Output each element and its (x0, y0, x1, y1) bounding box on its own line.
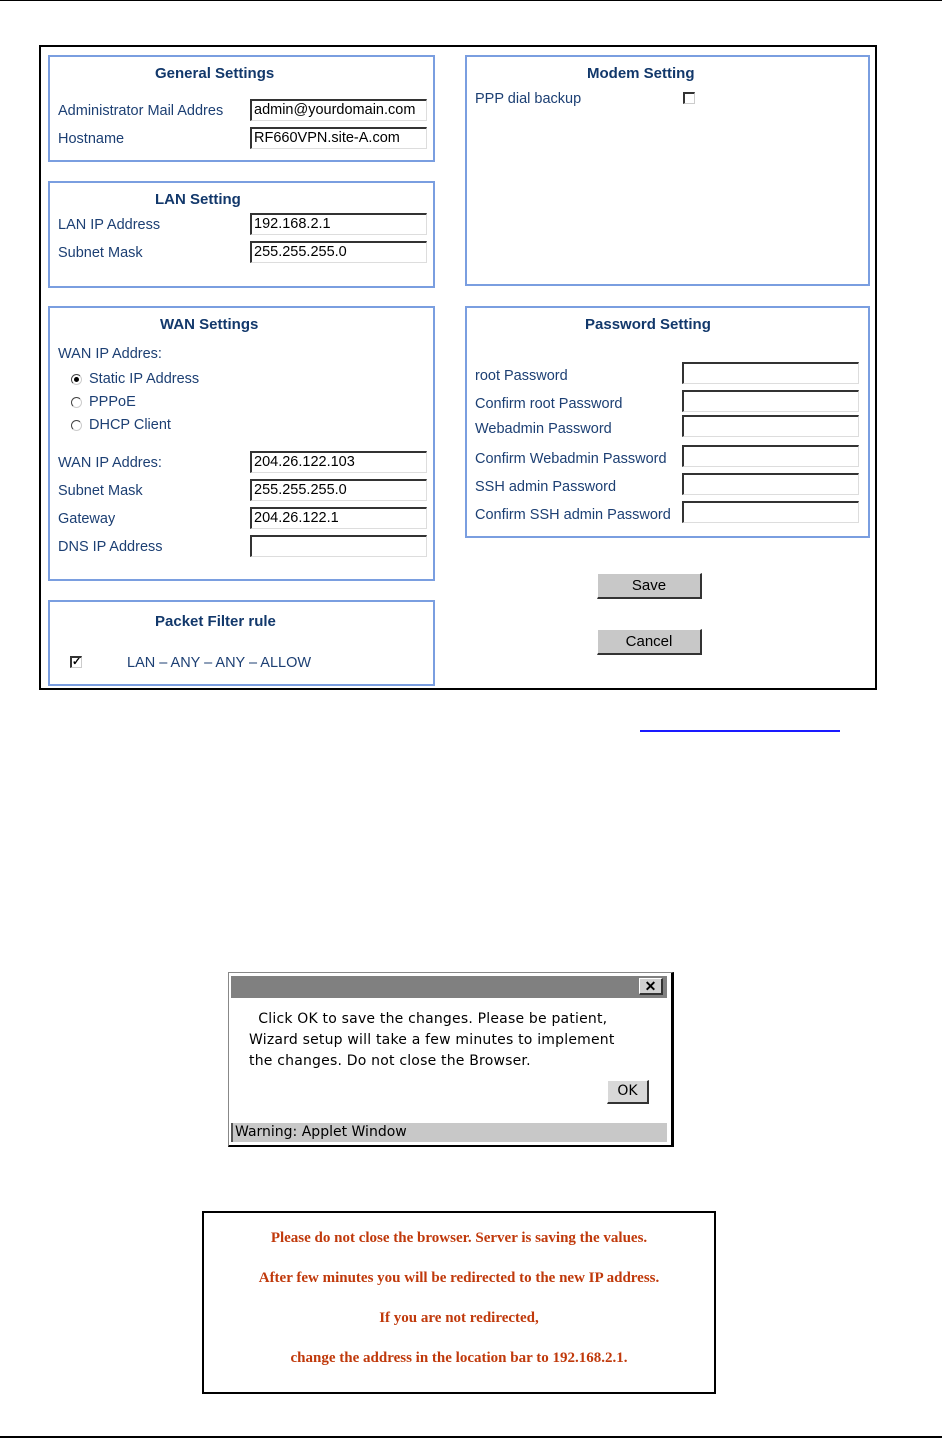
page-top-rule (0, 0, 942, 1)
radio-static-ip-label: Static IP Address (89, 371, 200, 387)
wan-mode-label: WAN IP Addres: (58, 346, 162, 362)
wan-mask-input[interactable]: 255.255.255.0 (250, 479, 427, 501)
root-password-label: root Password (475, 368, 568, 384)
radio-dhcp-client-label: DHCP Client (89, 417, 171, 433)
ssh-admin-password-input[interactable] (682, 473, 859, 495)
applet-warning-bar: Warning: Applet Window (231, 1123, 667, 1142)
wan-ip-label: WAN IP Addres: (58, 455, 162, 471)
admin-mail-input[interactable]: admin@yourdomain.com (250, 99, 427, 121)
lan-ip-label: LAN IP Address (58, 217, 161, 233)
dialog-message-line: Click OK to save the changes. Please be patient, (249, 1011, 608, 1027)
hostname-input[interactable]: RF660VPN.site-A.com (250, 127, 427, 149)
packet-filter-panel (48, 600, 435, 686)
wizard-form-screenshot (39, 45, 877, 690)
cancel-button[interactable]: Cancel (597, 629, 702, 655)
dialog-message (249, 1009, 659, 1072)
general-settings-panel (48, 55, 435, 162)
confirm-root-password-input[interactable] (682, 390, 859, 412)
lan-mask-label: Subnet Mask (58, 245, 143, 261)
dialog-title-bar (231, 976, 667, 998)
wan-mask-label: Subnet Mask (58, 483, 143, 499)
admin-mail-label: Administrator Mail Addres (58, 103, 224, 119)
notice-line: Please do not close the browser. Server is saving the values. (270, 1230, 648, 1246)
lan-mask-input[interactable]: 255.255.255.0 (250, 241, 427, 263)
lan-ip-input[interactable]: 192.168.2.1 (250, 213, 427, 235)
radio-static-ip[interactable] (71, 374, 82, 385)
confirm-ssh-admin-password-label: Confirm SSH admin Password (475, 507, 671, 523)
modem-setting-title: Modem Setting (587, 65, 695, 82)
dialog-message-line: the changes. Do not close the Browser. (249, 1053, 531, 1069)
wan-ip-input[interactable]: 204.26.122.103 (250, 451, 427, 473)
radio-pppoe-label: PPPoE (89, 394, 136, 410)
confirm-webadmin-password-label: Confirm Webadmin Password (475, 451, 667, 467)
lan-settings-panel (48, 181, 435, 288)
webadmin-password-label: Webadmin Password (475, 421, 612, 437)
notice-line: If you are not redirected, (379, 1310, 539, 1326)
close-icon[interactable]: ✕ (639, 978, 663, 995)
ppp-dial-backup-checkbox[interactable] (683, 92, 695, 104)
confirm-ssh-admin-password-input[interactable] (682, 501, 859, 523)
lan-settings-title: LAN Setting (155, 191, 241, 208)
saving-notice-box (202, 1211, 716, 1394)
notice-line: After few minutes you will be redirected to the new IP address. (258, 1270, 660, 1286)
ssh-admin-password-label: SSH admin Password (475, 479, 617, 495)
password-setting-title: Password Setting (585, 316, 711, 333)
dns-ip-input[interactable] (250, 535, 427, 557)
packet-filter-checkbox[interactable]: ✓ (72, 656, 82, 668)
dns-ip-label: DNS IP Address (58, 539, 163, 555)
confirm-root-password-label: Confirm root Password (475, 396, 623, 412)
ok-button[interactable]: OK (607, 1080, 649, 1104)
gateway-input[interactable]: 204.26.122.1 (250, 507, 427, 529)
confirm-save-dialog (228, 972, 674, 1147)
notice-line: change the address in the location bar to 192.168.2.1. (290, 1350, 628, 1366)
general-settings-title: General Settings (155, 65, 275, 82)
packet-filter-rule-label: LAN – ANY – ANY – ALLOW (127, 655, 312, 671)
wan-settings-title: WAN Settings (160, 316, 259, 333)
password-setting-panel (465, 306, 870, 538)
root-password-input[interactable] (682, 362, 859, 384)
ppp-dial-backup-label: PPP dial backup (475, 91, 582, 107)
radio-dhcp-client[interactable] (71, 420, 82, 431)
hyperlink-underline[interactable] (640, 730, 840, 732)
webadmin-password-input[interactable] (682, 415, 859, 437)
save-button[interactable]: Save (597, 573, 702, 599)
wan-settings-panel (48, 306, 435, 581)
packet-filter-title: Packet Filter rule (155, 613, 276, 630)
dialog-message-line: Wizard setup will take a few minutes to implement (249, 1032, 615, 1048)
confirm-webadmin-password-input[interactable] (682, 445, 859, 467)
hostname-label: Hostname (58, 131, 125, 147)
radio-pppoe[interactable] (71, 397, 82, 408)
gateway-label: Gateway (58, 511, 116, 527)
modem-setting-panel (465, 55, 870, 286)
